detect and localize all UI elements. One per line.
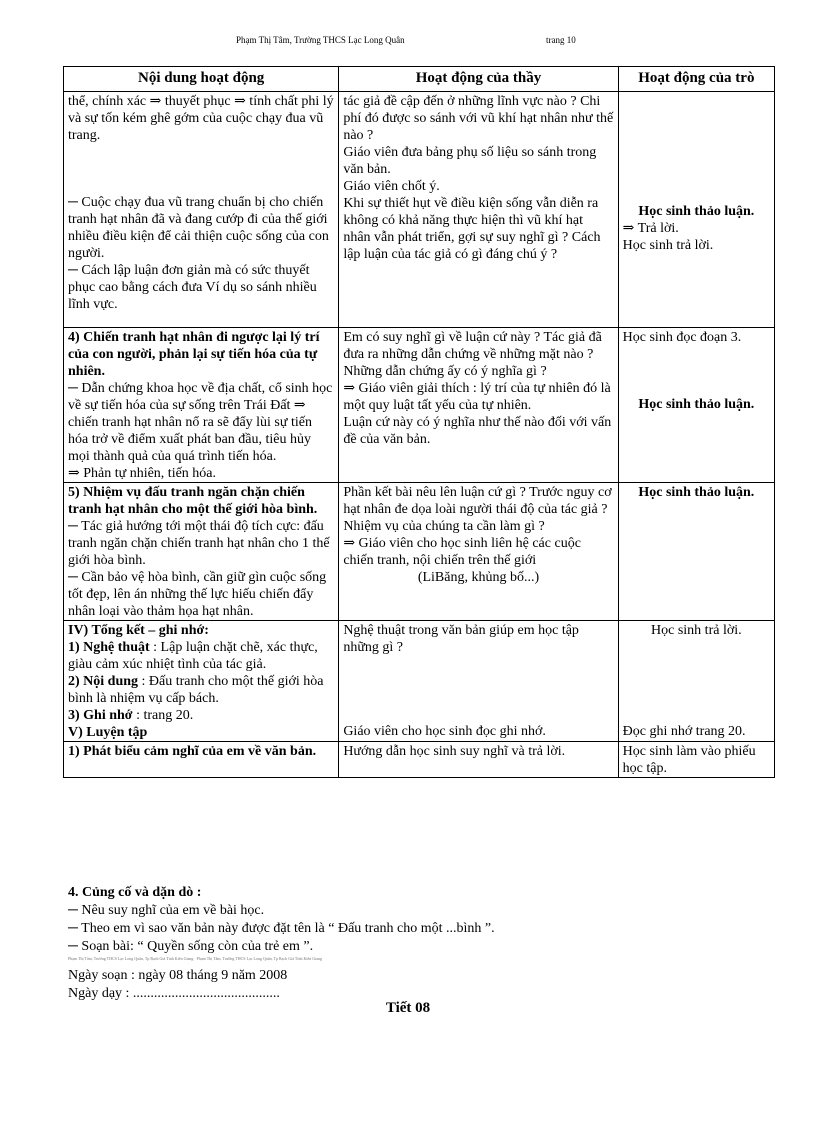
row3-teacher <box>339 483 618 621</box>
teacher-text: Giáo viên đưa bảng phụ số liệu so sánh trong văn bản. <box>343 145 597 177</box>
summary-label: 1) Nghệ thuật <box>68 640 150 655</box>
date-prepare: Ngày soạn : ngày 08 tháng 9 năm 2008 <box>68 968 288 983</box>
row1-teacher <box>339 92 618 328</box>
content-text: ─ Tác giả hướng tới một thái độ tích cực: đấu tranh ngăn chặn chiến tranh hạt nhân cho 1 thế giới hòa bình. <box>68 519 330 568</box>
section-title: 4) Chiến tranh hạt nhân đi ngược lại lý trí của con người, phản lại sự tiến hóa của tự nhiên. <box>68 330 320 379</box>
summary-item <box>68 639 334 673</box>
summary-item <box>68 673 334 707</box>
row4-student <box>618 621 774 742</box>
teacher-text: Phần kết bài nêu lên luận cứ gì ? Trước nguy cơ hạt nhân đe dọa loài người thái độ của tác giả ? Nhiệm vụ của chúng ta cần làm gì ? <box>343 485 612 534</box>
row4-teacher <box>339 621 618 742</box>
section-title: 5) Nhiệm vụ đấu tranh ngăn chặn chiến tranh hạt nhân cho một thế giới hòa bình. <box>68 485 318 517</box>
page-header <box>0 35 816 49</box>
header-page-number: trang 10 <box>546 35 576 45</box>
row5-teacher <box>339 742 618 778</box>
section-title: V) Luyện tập <box>68 725 148 740</box>
content-text: ─ Cách lập luận đơn giản mà có sức thuyết phục cao bằng cách đưa Ví dụ so sánh nhiều lĩnh vực. <box>68 263 317 312</box>
section-title: 4. Củng cố và dặn dò : <box>68 885 202 900</box>
student-text: Học sinh thảo luận. <box>638 204 755 219</box>
summary-text: : Lập luận chặt chẽ, xác thực, giàu cảm xúc nhiệt tình của tác giả. <box>68 640 318 672</box>
list-item: ─ Soạn bài: “ Quyền sống còn của trẻ em ”. <box>68 939 314 954</box>
student-text: Học sinh thảo luận. <box>638 485 755 500</box>
date-teach: Ngày dạy : .......................................... <box>68 986 280 1001</box>
teacher-text: Hướng dẫn học sinh suy nghĩ và trả lời. <box>343 744 566 759</box>
row1-student <box>618 92 774 328</box>
summary-text: : Đấu tranh cho một thế giới hòa bình là nhiệm vụ cấp bách. <box>68 674 324 706</box>
header-author: Phạm Thị Tâm, Trường THCS Lạc Long Quân <box>236 35 405 45</box>
table-row <box>64 483 775 621</box>
section-title: IV) Tổng kết – ghi nhớ: <box>68 623 209 638</box>
col-header-student: Hoạt động của trò <box>618 67 774 92</box>
teacher-text: (LiBăng, khủng bố...) <box>417 570 540 585</box>
teacher-text: ⇒ Giáo viên cho học sinh liên hệ các cuộc chiến tranh, nội chiến trên thế giới <box>343 536 581 568</box>
row5-student <box>618 742 774 778</box>
teacher-text: Giáo viên chốt ý. <box>343 179 440 194</box>
table-row <box>64 742 775 778</box>
content-text: ⇒ Phản tự nhiên, tiến hóa. <box>68 466 217 481</box>
row2-student <box>618 328 774 483</box>
summary-label: 2) Nội dung <box>68 674 139 689</box>
student-text: Học sinh trả lời. <box>622 238 714 253</box>
consolidation-section <box>68 884 768 1003</box>
content-text: ─ Cuộc chạy đua vũ trang chuẩn bị cho chiến tranh hạt nhân đã và đang cướp đi của thế giới nhiều điều kiện để cải thiện cuộc sống của con người. <box>68 195 329 261</box>
col-header-teacher: Hoạt động của thầy <box>339 67 618 92</box>
row3-content <box>64 483 339 621</box>
row2-teacher <box>339 328 618 483</box>
summary-label: 3) Ghi nhớ <box>68 708 133 723</box>
teacher-text: Giáo viên cho học sinh đọc ghi nhớ. <box>343 724 546 739</box>
summary-text: : trang 20. <box>132 708 194 723</box>
teacher-text: Luận cứ này có ý nghĩa như thế nào đối với vấn đề của văn bản. <box>343 415 612 447</box>
teacher-text: Em có suy nghĩ gì về luận cứ này ? Tác giả đã đưa ra những dẫn chứng về những mặt nào ? Những dẫn chứng ấy có ý nghĩa gì ? <box>343 330 602 379</box>
student-text: Đọc ghi nhớ trang 20. <box>622 724 746 739</box>
teacher-text: Khi sự thiết hụt về điều kiện sống vẫn diễn ra không có khả năng thực hiện thì vũ khí hạt nhân vẫn phát triển, gợi sự suy nghĩ gì ? Cách lập luận của tác giả có gì đáng chú ý ? <box>343 196 601 262</box>
row4-content <box>64 621 339 742</box>
student-text: Học sinh làm vào phiếu học tập. <box>622 744 756 776</box>
student-text: Học sinh thảo luận. <box>638 397 755 412</box>
content-text: ─ Dẫn chứng khoa học về địa chất, cổ sinh học về sự tiến hóa của sự sống trên Trái Đất ⇒ chiến tranh hạt nhân nổ ra sẽ đẩy lùi sự tiến hóa trở về điểm xuất phát ban đầu, tiêu hủy mọi thành quả của quá trình tiến hóa. <box>68 381 333 464</box>
row1-content <box>64 92 339 328</box>
table-header-row <box>64 67 775 92</box>
summary-item <box>68 707 334 724</box>
table-row <box>64 92 775 328</box>
content-text: thể, chính xác ⇒ thuyết phục ⇒ tính chất phi lý và sự tốn kém ghê gớm của cuộc chạy đua vũ trang. <box>68 94 334 143</box>
lesson-table <box>63 66 775 778</box>
student-text: Học sinh đọc đoạn 3. <box>622 330 742 345</box>
row3-student <box>618 483 774 621</box>
list-item: ─ Nêu suy nghĩ của em về bài học. <box>68 903 265 918</box>
footer-watermark: Phạm Thị Tâm, Trường THCS Lạc Long Quân, Tp Rạch Giá Tỉnh Kiên Giang · Phạm Thị Tâm, Trường THCS Lạc Long Quân, Tp Rạch Giá Tỉnh Kiên Giang <box>68 956 323 961</box>
row5-content <box>64 742 339 778</box>
teacher-text: tác giả đề cập đến ở những lĩnh vực nào ? Chi phí đó được so sánh với vũ khí hạt nhân như thế nào ? <box>343 94 614 143</box>
content-text: ─ Cần bảo vệ hòa bình, cần giữ gìn cuộc sống tốt đẹp, lên án những thế lực hiếu chiến đẩy nhân loại vào thảm họa hạt nhân. <box>68 570 327 619</box>
table-row <box>64 621 775 742</box>
student-text: ⇒ Trả lời. <box>622 221 679 236</box>
next-lesson-title: Tiết 08 <box>385 1000 431 1016</box>
teacher-text: Nghệ thuật trong văn bản giúp em học tập những gì ? <box>343 623 579 655</box>
col-header-content: Nội dung hoạt động <box>64 67 339 92</box>
exercise-title: 1) Phát biểu cảm nghĩ của em về văn bản. <box>68 744 317 759</box>
teacher-text: ⇒ Giáo viên giải thích : lý trí của tự nhiên đó là một quy luật tất yếu của tự nhiên. <box>343 381 611 413</box>
table-row <box>64 328 775 483</box>
student-text: Học sinh trả lời. <box>651 623 742 638</box>
list-item: ─ Theo em vì sao văn bản này được đặt tên là “ Đấu tranh cho một ...bình ”. <box>68 921 495 936</box>
row2-content <box>64 328 339 483</box>
